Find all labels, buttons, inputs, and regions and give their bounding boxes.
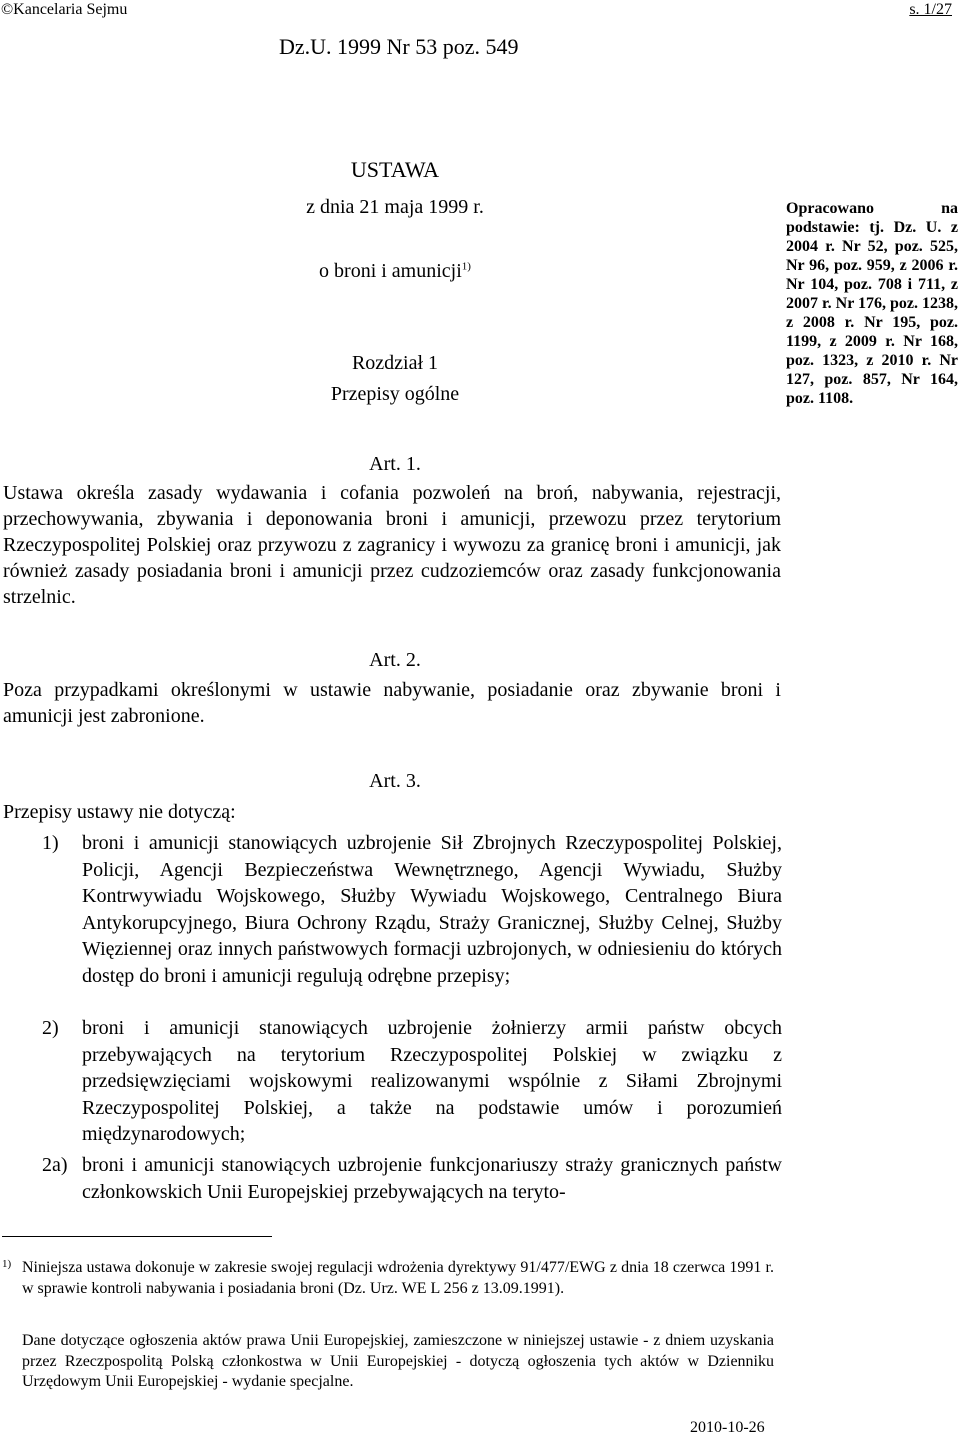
list-item: broni i amunicji stanowiących uzbrojenie Sił Zbrojnych Rzeczypospolitej Polskiej, Policji, Agencji Bezpieczeństwa Wewnętrznego, Agencji Wywiadu, Służby Kontrwywiadu Wojskowego, Służby Wywiadu Wojskowego, Centralnego Biura Antykorupcyjnego, Biura Ochrony Rządu, Straży Granicznej, Służby Celnej, Służby Więziennej oraz innych państwowych formacji uzbrojonych, w odniesieniu do których dostęp do broni i amunicji regulują odrębne przepisy; xyxy=(82,832,782,987)
header-source: ©Kancelaria Sejmu xyxy=(1,1,128,18)
list-item-number: 2) xyxy=(42,1017,59,1039)
footnote-separator xyxy=(2,1236,272,1237)
article-3-title: Art. 3. xyxy=(369,770,421,792)
header-page-link[interactable]: s. 1/27 xyxy=(909,1,952,18)
act-subject-footnote-ref[interactable]: 1) xyxy=(461,260,471,273)
list-item-number: 2a) xyxy=(42,1154,68,1176)
list-item: broni i amunicji stanowiących uzbrojenie żołnierzy armii państw obcych przebywających na terytorium Rzeczypospolitej Polskiej w związku z przedsięwzięciami wojskowymi realizowanymi wspólnie z Siłami Zbrojnymi Rzeczypospolitej Polskiej, a także na podstawie umów i porozumień międzynarodowych; xyxy=(82,1017,782,1145)
footnote-mark: 1) xyxy=(2,1258,12,1270)
footnote-text: Niniejsza ustawa dokonuje w zakresie swojej regulacji wdrożenia dyrektywy 91/477/EWG z dnia 18 czerwca 1991 r. w sprawie kontroli nabywania i posiadania broni (Dz. Urz. WE L 256 z 13.09.1991). xyxy=(22,1259,774,1297)
act-subject-text: o broni i amunicji xyxy=(319,260,462,282)
article-1-title: Art. 1. xyxy=(369,453,421,475)
chapter-name: Przepisy ogólne xyxy=(330,383,460,405)
footer-date: 2010-10-26 xyxy=(690,1419,765,1436)
article-2-text: Poza przypadkami określonymi w ustawie nabywanie, posiadanie oraz zbywanie broni i amunicji jest zabronione. xyxy=(3,679,781,727)
act-subject xyxy=(240,258,550,284)
footnote-text: Dane dotyczące ogłoszenia aktów prawa Unii Europejskiej, zamieszczone w niniejszej ustawie - z dniem uzyskania przez Rzeczpospolitą Polską członkostwa w Unii Europejskiej - dotyczą ogłoszenia tych aktów w Dzienniku Urzędowym Unii Europejskiej - wydanie specjalne. xyxy=(22,1332,774,1390)
article-1-text: Ustawa określa zasady wydawania i cofania pozwoleń na broń, nabywania, rejestracji, przechowywania, zbywania i deponowania broni i amunicji, przewozu przez terytorium Rzeczypospolitej Polskiej oraz przywozu z zagranicy i wywozu za granicę broni i amunicji, jak również zasady posiadania broni i amunicji przez cudzoziemców oraz zasady funkcjonowania strzelnic. xyxy=(3,482,781,608)
list-item: broni i amunicji stanowiących uzbrojenie funkcjonariuszy straży granicznych państw członkowskich Unii Europejskiej przebywających na teryto- xyxy=(82,1154,782,1203)
article-3-intro: Przepisy ustawy nie dotyczą: xyxy=(3,801,236,823)
act-date: z dnia 21 maja 1999 r. xyxy=(306,196,484,218)
act-type: USTAWA xyxy=(350,157,440,182)
chapter-number: Rozdział 1 xyxy=(351,352,439,374)
sidebar-source-note: Opracowano na podstawie: tj. Dz. U. z 2004 r. Nr 52, poz. 525, Nr 96, poz. 959, z 2006 r. Nr 104, poz. 708 i 711, z 2007 r. Nr 176, poz. 1238, z 2008 r. Nr 195, poz. 1199, z 2009 r. Nr 168, poz. 1323, z 2010 r. Nr 127, poz. 857, Nr 164, poz. 1108. xyxy=(786,200,958,407)
doc-reference: Dz.U. 1999 Nr 53 poz. 549 xyxy=(279,34,519,59)
article-2-title: Art. 2. xyxy=(369,649,421,671)
list-item-number: 1) xyxy=(42,832,59,854)
